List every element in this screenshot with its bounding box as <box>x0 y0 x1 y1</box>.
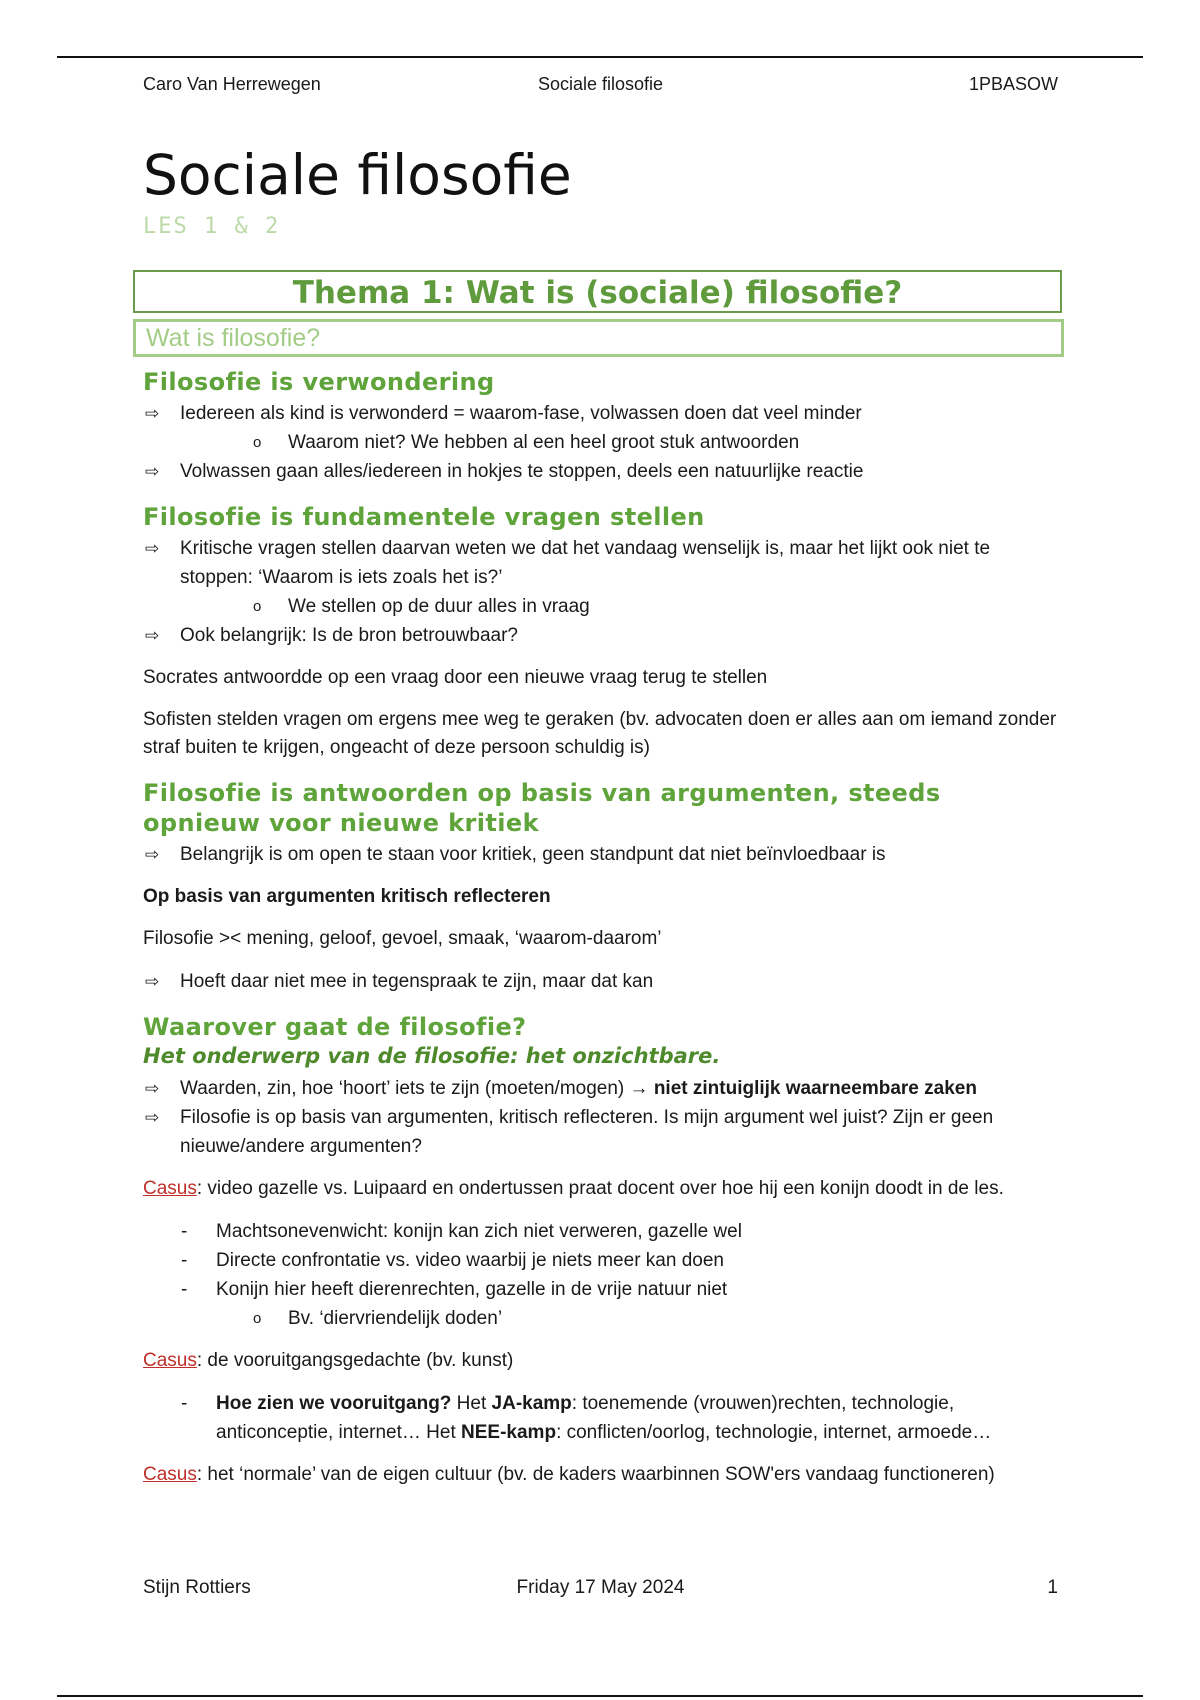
theme-heading: Thema 1: Wat is (sociale) filosofie? <box>133 270 1062 313</box>
dash-bullet-icon: - <box>181 1279 188 1300</box>
heading-verwondering: Filosofie is verwondering <box>143 368 495 396</box>
section-heading: Wat is filosofie? <box>133 319 1064 357</box>
paragraph: Socrates antwoordde op een vraag door een nieuwe vraag terug te stellen <box>143 667 768 688</box>
arrow-bullet-icon: ⇨ <box>145 845 160 864</box>
dash-bullet-icon: - <box>181 1250 188 1271</box>
paragraph: Sofisten stelden vragen om ergens mee weg te geraken (bv. advocaten doen er alles aan om iemand zonder straf buiten te krijgen, ongeacht of deze persoon schuldig is) <box>143 709 1057 758</box>
dash-item: - Machtsonevenwicht: konijn kan zich niet verweren, gazelle wel <box>143 1217 1058 1246</box>
document-subtitle: LES 1 & 2 <box>143 214 281 239</box>
arrow-bullet-icon: ⇨ <box>145 972 160 991</box>
heading-waarover: Waarover gaat de filosofie? <box>143 1013 527 1041</box>
document-title: Sociale filosofie <box>143 143 572 207</box>
casus-label: Casus <box>143 1350 197 1371</box>
document-body <box>143 270 1058 1489</box>
arrow-item: ⇨ Kritische vragen stellen daarvan weten we dat het vandaag wenselijk is, maar het lijkt ook niet te stoppen: ‘Waarom is iets zoals het is?’ <box>143 534 1058 592</box>
arrow-item: ⇨ Belangrijk is om open te staan voor kritiek, geen standpunt dat niet beïnvloedbaar is <box>143 840 1058 869</box>
arrow-item: ⇨ Hoeft daar niet mee in tegenspraak te zijn, maar dat kan <box>143 967 1058 996</box>
sub-item: o Waarom niet? We hebben al een heel groot stuk antwoorden <box>143 428 1058 457</box>
paragraph: Filosofie >< mening, geloof, gevoel, smaak, ‘waarom-daarom’ <box>143 928 662 949</box>
header-course: Sociale filosofie <box>537 74 664 94</box>
circle-bullet-icon: o <box>253 434 262 451</box>
casus-label: Casus <box>143 1178 197 1199</box>
page-number: 1 <box>1047 1577 1058 1598</box>
sub-item: o We stellen op de duur alles in vraag <box>143 592 1058 621</box>
arrow-item: ⇨ Iedereen als kind is verwonderd = waarom-fase, volwassen doen dat veel minder <box>143 399 1058 428</box>
arrow-bullet-icon: ⇨ <box>145 404 160 423</box>
dash-item: - Konijn hier heeft dierenrechten, gazelle in de vrije natuur niet <box>143 1275 1058 1304</box>
casus-paragraph: Casus: video gazelle vs. Luipaard en ondertussen praat docent over hoe hij een konijn doodt in de les. <box>143 1178 1004 1199</box>
arrow-item: ⇨ Waarden, zin, hoe ‘hoort’ iets te zijn (moeten/mogen) → niet zintuiglijk waarneembare zaken <box>143 1074 1058 1103</box>
arrow-bullet-icon: ⇨ <box>145 1108 160 1127</box>
circle-bullet-icon: o <box>253 1310 262 1327</box>
subheading-onzichtbare: Het onderwerp van de filosofie: het onzichtbare. <box>143 1044 721 1068</box>
dash-bullet-icon: - <box>181 1221 188 1242</box>
footer-author: Stijn Rottiers <box>143 1577 251 1598</box>
arrow-bullet-icon: ⇨ <box>145 539 160 558</box>
dash-list <box>143 1217 1058 1333</box>
arrow-item: ⇨ Volwassen gaan alles/iedereen in hokjes te stoppen, deels een natuurlijke reactie <box>143 457 1058 486</box>
arrow-bullet-icon: ⇨ <box>145 626 160 645</box>
arrow-item: ⇨ Filosofie is op basis van argumenten, kritisch reflecteren. Is mijn argument wel juist? Zijn er geen nieuwe/andere argumenten? <box>143 1103 1058 1161</box>
document-header <box>143 74 1058 98</box>
bold-paragraph: Op basis van argumenten kritisch reflecteren <box>143 886 551 907</box>
arrow-item: ⇨ Ook belangrijk: Is de bron betrouwbaar? <box>143 621 1058 650</box>
arrow-bullet-icon: ⇨ <box>145 462 160 481</box>
dash-list <box>143 1389 1058 1447</box>
casus-label: Casus <box>143 1464 197 1485</box>
dash-bullet-icon: - <box>181 1393 188 1414</box>
heading-vragen-stellen: Filosofie is fundamentele vragen stellen <box>143 503 705 531</box>
arrow-bullet-icon: ⇨ <box>145 1079 160 1098</box>
casus-paragraph: Casus: de vooruitgangsgedachte (bv. kunst) <box>143 1350 514 1371</box>
heading-argumenten: Filosofie is antwoorden op basis van argumenten, steeds opnieuw voor nieuwe kritiek <box>143 779 941 837</box>
dash-item: - Directe confrontatie vs. video waarbij je niets meer kan doen <box>143 1246 1058 1275</box>
right-arrow-icon: → <box>629 1078 649 1099</box>
header-class: 1PBASOW <box>968 74 1058 94</box>
circle-bullet-icon: o <box>253 598 262 615</box>
header-author: Caro Van Herrewegen <box>143 74 321 94</box>
bottom-rule <box>57 1695 1143 1697</box>
dash-item: - Hoe zien we vooruitgang? Het JA-kamp: toenemende (vrouwen)rechten, technologie, anticonceptie, internet… Het NEE-kamp: conflicten/oorlog, technologie, internet, armoede… <box>143 1389 1058 1447</box>
sub-item: o Bv. ‘diervriendelijk doden’ <box>143 1304 1058 1333</box>
footer-date: Friday 17 May 2024 <box>516 1577 685 1598</box>
document-footer <box>143 1577 1058 1601</box>
top-rule <box>57 56 1143 58</box>
casus-paragraph: Casus: het ‘normale’ van de eigen cultuur (bv. de kaders waarbinnen SOW'ers vandaag functioneren) <box>143 1464 995 1485</box>
